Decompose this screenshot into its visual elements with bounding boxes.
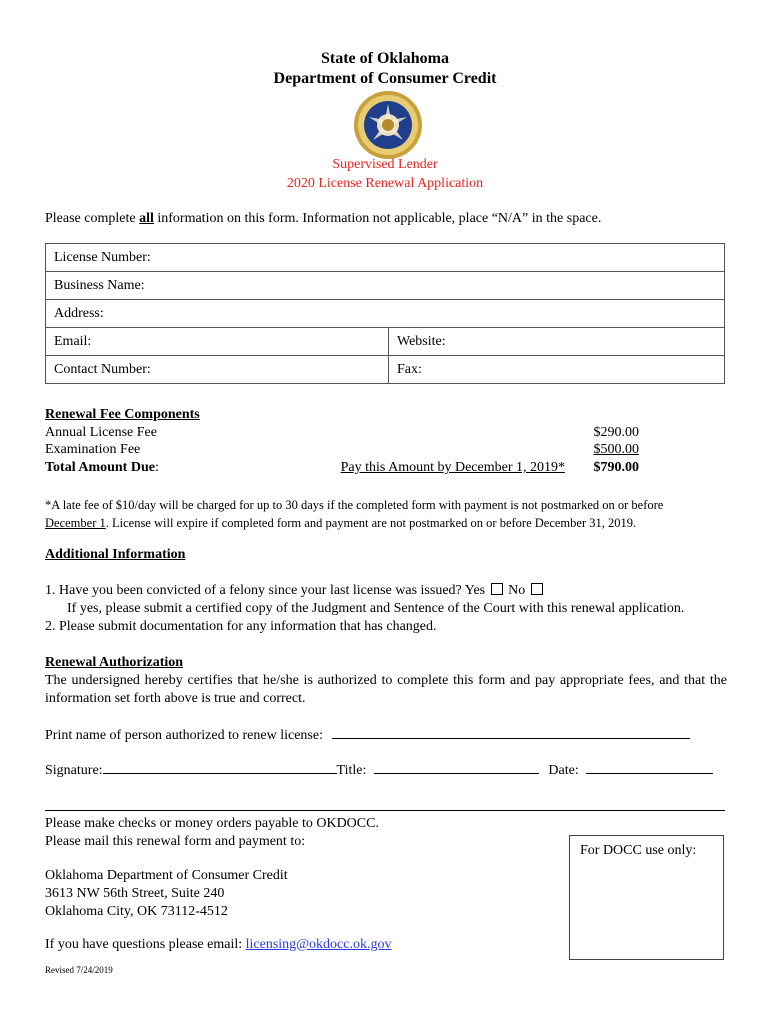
total-due-row: Total Amount Due: Pay this Amount by December 1, 2019* $790.00 bbox=[45, 460, 639, 475]
date-line[interactable] bbox=[586, 761, 713, 774]
print-name-line[interactable] bbox=[332, 726, 690, 739]
section-divider bbox=[45, 810, 725, 811]
signature-row: Signature: Title: Date: bbox=[45, 761, 713, 779]
print-name-row: Print name of person authorized to renew license: bbox=[45, 726, 690, 744]
docc-box-label: For DOCC use only: bbox=[580, 843, 697, 858]
documentation-item: 2. Please submit documentation for any information that has changed. bbox=[45, 619, 437, 634]
pay-by-date: Pay this Amount by December 1, 2019* bbox=[340, 460, 565, 475]
payment-instructions: Please make checks or money orders payable to OKDOCC. Please mail this renewal form and payment to: bbox=[45, 816, 379, 849]
license-number-field[interactable]: License Number: bbox=[46, 244, 725, 272]
yes-checkbox[interactable] bbox=[491, 583, 503, 595]
state-title: State of Oklahoma bbox=[321, 50, 449, 67]
mailing-address: Oklahoma Department of Consumer Credit 3613 NW 56th Street, Suite 240 Oklahoma City, OK 73112-4512 bbox=[45, 868, 288, 919]
questions-line: If you have questions please email: licensing@okdocc.ok.gov bbox=[45, 937, 392, 952]
fee-heading: Renewal Fee Components bbox=[45, 407, 200, 422]
felony-question: 1. Have you been convicted of a felony since your last license was issued? Yes No bbox=[45, 582, 727, 600]
exam-fee-row: Examination Fee $500.00 bbox=[45, 442, 639, 457]
docc-use-only-box bbox=[569, 835, 724, 960]
no-checkbox[interactable] bbox=[531, 583, 543, 595]
subtitle-application: 2020 License Renewal Application bbox=[286, 176, 484, 191]
website-field[interactable]: Website: bbox=[389, 328, 725, 356]
fax-field[interactable]: Fax: bbox=[389, 356, 725, 384]
signature-line[interactable] bbox=[103, 761, 337, 774]
subtitle-lender: Supervised Lender bbox=[332, 157, 438, 172]
contact-email-link[interactable]: licensing@okdocc.ok.gov bbox=[245, 937, 392, 952]
felony-instructions: If yes, please submit a certified copy of the Judgment and Sentence of the Court with this renewal application. bbox=[67, 601, 685, 616]
oklahoma-seal-icon bbox=[353, 90, 423, 160]
department-title: Department of Consumer Credit bbox=[273, 70, 497, 87]
address-field[interactable]: Address: bbox=[46, 300, 725, 328]
revised-date: Revised 7/24/2019 bbox=[45, 965, 113, 975]
authorization-text: The undersigned hereby certifies that he/she is authorized to complete this form and pay appropriate fees, and that the information set forth above is true and correct. bbox=[45, 673, 727, 706]
email-field[interactable]: Email: bbox=[46, 328, 389, 356]
late-fee-note: *A late fee of $10/day will be charged for up to 30 days if the completed form with payment is not postmarked on or before December 1. License will expire if completed form and payment are not postmarked on or before December 31, 2019. bbox=[45, 498, 664, 530]
additional-heading: Additional Information bbox=[45, 547, 186, 562]
business-name-field[interactable]: Business Name: bbox=[46, 272, 725, 300]
title-line[interactable] bbox=[374, 761, 539, 774]
licensee-info-table bbox=[45, 243, 725, 384]
authorization-heading: Renewal Authorization bbox=[45, 655, 184, 670]
contact-number-field[interactable]: Contact Number: bbox=[46, 356, 389, 384]
instructions: Please complete all information on this form. Information not applicable, place “N/A” in the space. bbox=[45, 211, 602, 226]
total-amount: $790.00 bbox=[593, 460, 639, 475]
annual-fee-row: Annual License Fee $290.00 bbox=[45, 425, 639, 440]
